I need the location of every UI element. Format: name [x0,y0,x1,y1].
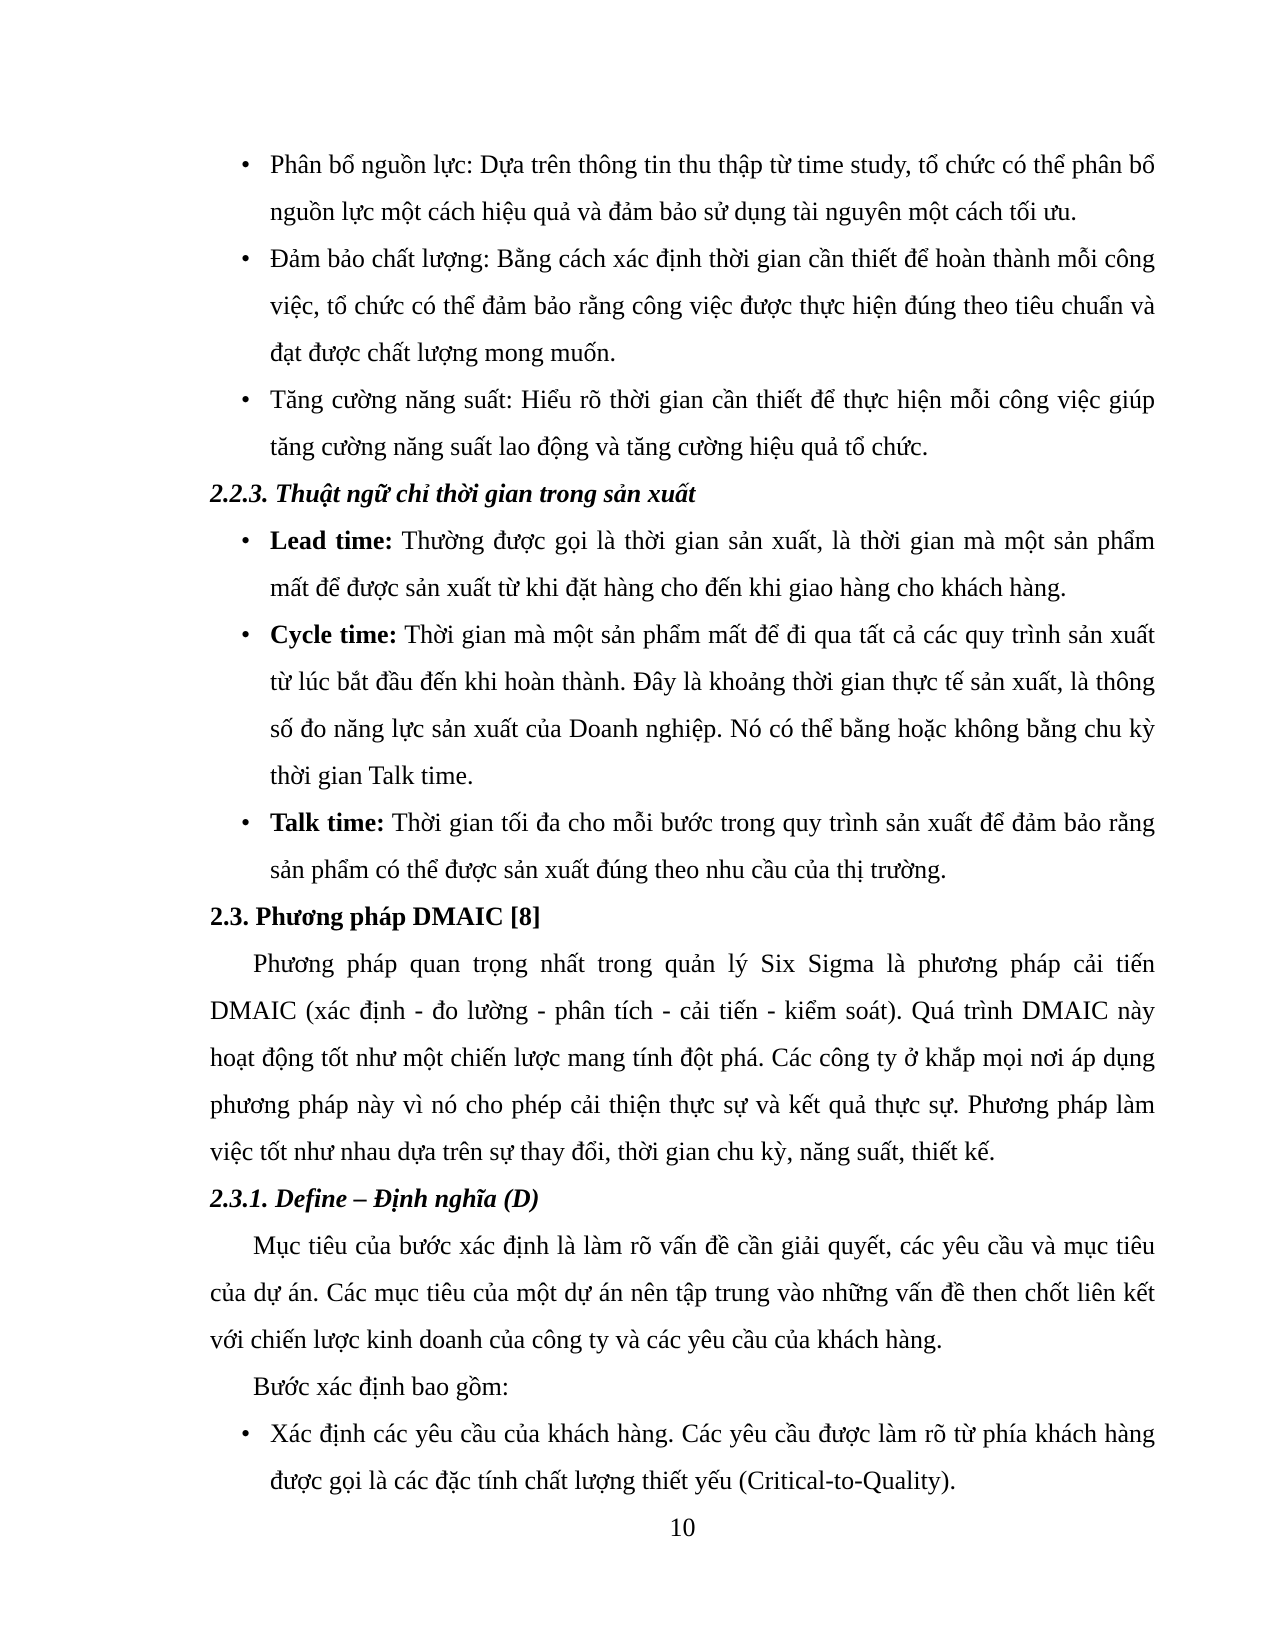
term-label: Lead time: [270,526,394,555]
paragraph: Mục tiêu của bước xác định là làm rõ vấn đề cần giải quyết, các yêu cầu và mục tiêu của dự án. Các mục tiêu của một dự án nên tập trung vào những vấn đề then chốt liên kết với chiến lược kinh doanh của công ty và các yêu cầu của khách hàng. [210,1231,1155,1354]
page-number: 10 [669,1513,696,1542]
bullet-text [270,517,1155,611]
list-item [210,517,1155,611]
section-heading-2-3-1: 2.3.1. Define – Định nghĩa (D) [210,1184,540,1213]
list-item [210,235,1155,376]
list-item [210,799,1155,893]
bullet-icon: • [241,1419,251,1448]
bullet-text: Đảm bảo chất lượng: Bằng cách xác định thời gian cần thiết để hoàn thành mỗi công việc, tổ chức có thể đảm bảo rằng công việc được thực hiện đúng theo tiêu chuẩn và đạt được chất lượng mong muốn. [270,244,1155,367]
section-heading-2-2-3: 2.2.3. Thuật ngữ chỉ thời gian trong sản xuất [210,479,696,508]
list-item [210,141,1155,235]
page-content [210,141,1155,1551]
term-definition: Thường được gọi là thời gian sản xuất, là thời gian mà một sản phẩm mất để được sản xuất từ khi đặt hàng cho đến khi giao hàng cho khách hàng. [270,526,1155,602]
section-heading-2-3: 2.3. Phương pháp DMAIC [8] [210,902,541,931]
bullet-icon: • [241,808,251,837]
bullet-icon: • [241,150,251,179]
bullet-text: Phân bổ nguồn lực: Dựa trên thông tin thu thập từ time study, tổ chức có thể phân bổ nguồn lực một cách hiệu quả và đảm bảo sử dụng tài nguyên một cách tối ưu. [270,150,1155,226]
bullet-text: Tăng cường năng suất: Hiểu rõ thời gian cần thiết để thực hiện mỗi công việc giúp tăng cường năng suất lao động và tăng cường hiệu quả tổ chức. [270,385,1155,461]
paragraph: Phương pháp quan trọng nhất trong quản lý Six Sigma là phương pháp cải tiến DMAIC (xác định - đo lường - phân tích - cải tiến - kiểm soát). Quá trình DMAIC này hoạt động tốt như một chiến lược mang tính đột phá. Các công ty ở khắp mọi nơi áp dụng phương pháp này vì nó cho phép cải thiện thực sự và kết quả thực sự. Phương pháp làm việc tốt như nhau dựa trên sự thay đổi, thời gian chu kỳ, năng suất, thiết kế. [210,949,1155,1166]
term-definition: Thời gian tối đa cho mỗi bước trong quy trình sản xuất để đảm bảo rằng sản phẩm có thể được sản xuất đúng theo nhu cầu của thị trường. [270,808,1155,884]
bullet-icon: • [241,620,251,649]
paragraph: Bước xác định bao gồm: [253,1372,510,1401]
list-item [210,1410,1155,1504]
bullet-text: Xác định các yêu cầu của khách hàng. Các yêu cầu được làm rõ từ phía khách hàng được gọi là các đặc tính chất lượng thiết yếu (Critical-to-Quality). [270,1419,1155,1495]
bullet-icon: • [241,244,251,273]
term-label: Talk time: [270,808,385,837]
bullet-icon: • [241,385,251,414]
bullet-text [270,799,1155,893]
list-item [210,611,1155,799]
list-item [210,376,1155,470]
term-definition: Thời gian mà một sản phẩm mất để đi qua tất cả các quy trình sản xuất từ lúc bắt đầu đến khi hoàn thành. Đây là khoảng thời gian thực tế sản xuất, là thông số đo năng lực sản xuất của Doanh nghiệp. Nó có thể bằng hoặc không bằng chu kỳ thời gian Talk time. [270,620,1155,790]
bullet-icon: • [241,526,251,555]
bullet-text [270,611,1155,799]
term-label: Cycle time: [270,620,398,649]
